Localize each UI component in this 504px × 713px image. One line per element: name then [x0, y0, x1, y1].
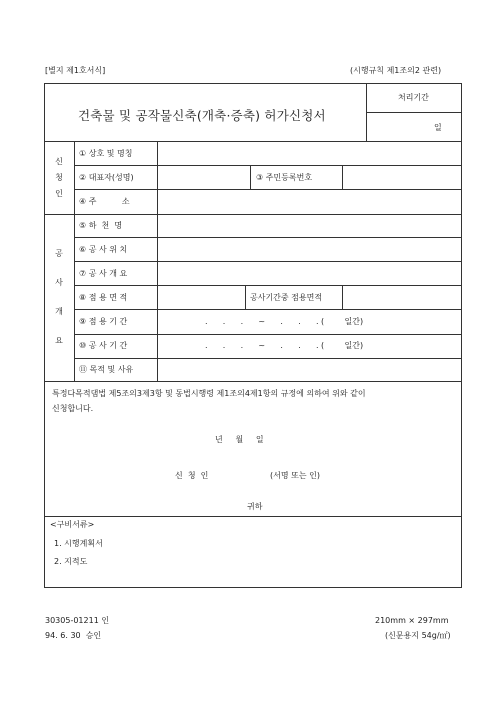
construction-period-range: . . . ~ . . . ( 일간)	[205, 341, 364, 350]
field-label-company-name: ① 상호 및 명칭	[79, 149, 133, 158]
required-document-item-1: 1. 시행계획서	[54, 539, 103, 548]
field-label-river-name: ⑤ 하 천 명	[79, 221, 123, 230]
field-label-resident-number: ③ 주민등록번호	[256, 173, 313, 182]
field-label-construction-occupancy-area: 공사기간중 점용면적	[250, 293, 323, 302]
declaration-sign-note: (서명 또는 인)	[270, 471, 320, 480]
processing-period-unit: 일	[434, 123, 442, 132]
form-title: 건축물 및 공작물신축(개축·증축) 허가신청서	[78, 108, 326, 123]
declaration-text-line1: 특정다목적댐법 제5조의3제3항 및 동법시행령 제1조의4제1항의 규정에 의하여 위와 같이	[52, 389, 366, 398]
footer-approval-date: 94. 6. 30 승인	[45, 631, 102, 640]
applicant-section-char-1: 신	[55, 157, 63, 166]
rule-reference: (시행규칙 제1조의2 관련)	[350, 66, 442, 75]
declaration-date: 년 월 일	[215, 435, 264, 444]
field-label-address: ④ 주 소	[79, 197, 130, 206]
required-document-item-2: 2. 지적도	[54, 557, 88, 566]
construction-section-char-1: 공	[55, 249, 63, 258]
footer-form-code: 30305-01211 인	[45, 616, 110, 625]
field-label-purpose-reason: ⑪ 목적 및 사유	[79, 365, 134, 374]
construction-section-char-2: 사	[55, 278, 63, 287]
form-number: [별지 제1호서식]	[45, 66, 106, 75]
application-form-frame	[44, 83, 462, 588]
construction-section-char-3: 개	[55, 307, 63, 316]
required-documents-heading: <구비서류>	[50, 520, 95, 529]
field-label-occupancy-period: ⑨ 점 용 기 간	[79, 317, 128, 326]
footer-paper-type: (신문용지 54g/㎡)	[385, 631, 451, 640]
field-label-occupancy-area: ⑧ 점 용 면 적	[79, 293, 128, 302]
footer-paper-size: 210mm × 297mm	[375, 616, 449, 625]
declaration-applicant-label: 신 청 인	[175, 471, 209, 480]
construction-section-char-4: 요	[55, 336, 63, 345]
field-label-construction-period: ⑩ 공 사 기 간	[79, 341, 128, 350]
applicant-section-char-2: 청	[55, 173, 63, 182]
processing-period-label: 처리기간	[398, 93, 429, 102]
applicant-section-char-3: 인	[55, 189, 63, 198]
declaration-addressee: 귀하	[247, 502, 263, 511]
field-label-representative: ② 대표자(성명)	[79, 173, 134, 182]
field-label-construction-location: ⑥ 공 사 위 치	[79, 245, 128, 254]
field-label-construction-summary: ⑦ 공 사 개 요	[79, 269, 128, 278]
declaration-text-line2: 신청합니다.	[52, 404, 94, 413]
occupancy-period-range: . . . ~ . . . ( 일간)	[205, 317, 364, 326]
